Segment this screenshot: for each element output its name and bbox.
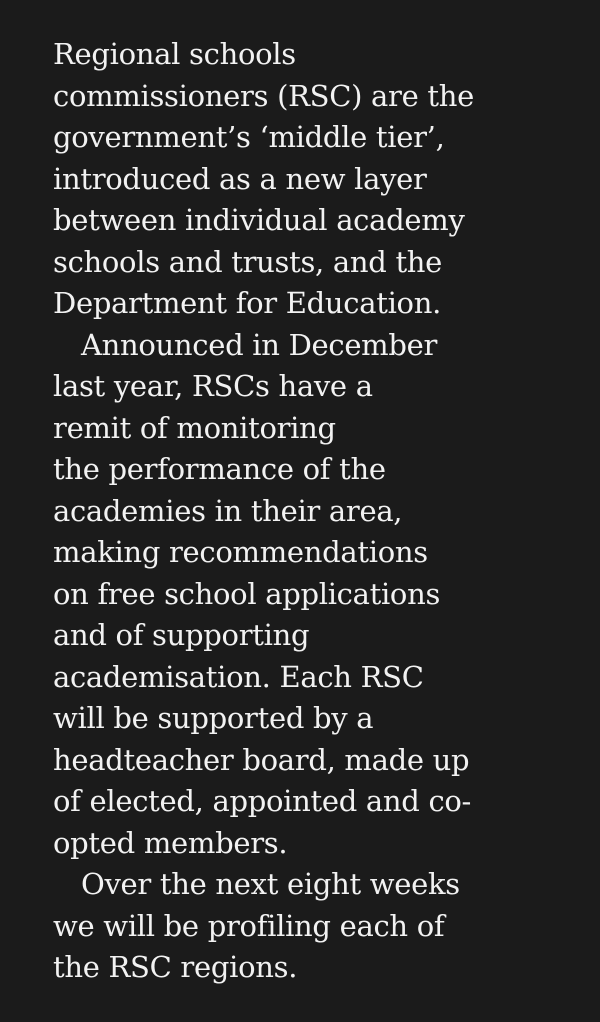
text-line: the performance of the bbox=[53, 452, 386, 486]
text-line: remit of monitoring bbox=[53, 410, 336, 445]
text-line: we will be profiling each of bbox=[53, 908, 445, 943]
text-line: academisation. Each RSC bbox=[53, 659, 424, 694]
text-line: Over the next eight weeks bbox=[81, 867, 460, 901]
text-line: making recommendations bbox=[53, 535, 428, 569]
text-line: on free school applications bbox=[53, 576, 441, 611]
text-line: opted members. bbox=[53, 825, 288, 860]
text-line: last year, RSCs have a bbox=[53, 369, 373, 403]
text-line: schools and trusts, and the bbox=[53, 244, 443, 279]
paragraph-profiling bbox=[53, 864, 593, 989]
text-line: and of supporting bbox=[53, 618, 310, 652]
text-line: introduced as a new layer bbox=[53, 161, 427, 196]
text-line: commissioners (RSC) are the bbox=[53, 78, 474, 113]
text-line: Department for Education. bbox=[53, 286, 441, 320]
text-line: between individual academy bbox=[53, 203, 465, 237]
paragraph-remit bbox=[53, 325, 593, 865]
article-body bbox=[53, 34, 593, 989]
text-line: government’s ‘middle tier’, bbox=[53, 120, 445, 154]
text-line: of elected, appointed and co- bbox=[53, 784, 472, 818]
text-line: the RSC regions. bbox=[53, 950, 298, 984]
text-line: will be supported by a bbox=[53, 701, 374, 735]
text-line: academies in their area, bbox=[53, 493, 403, 528]
text-line: Announced in December bbox=[81, 327, 438, 362]
text-line: headteacher board, made up bbox=[53, 742, 470, 777]
text-line: Regional schools bbox=[53, 37, 296, 71]
paragraph-intro bbox=[53, 34, 593, 325]
